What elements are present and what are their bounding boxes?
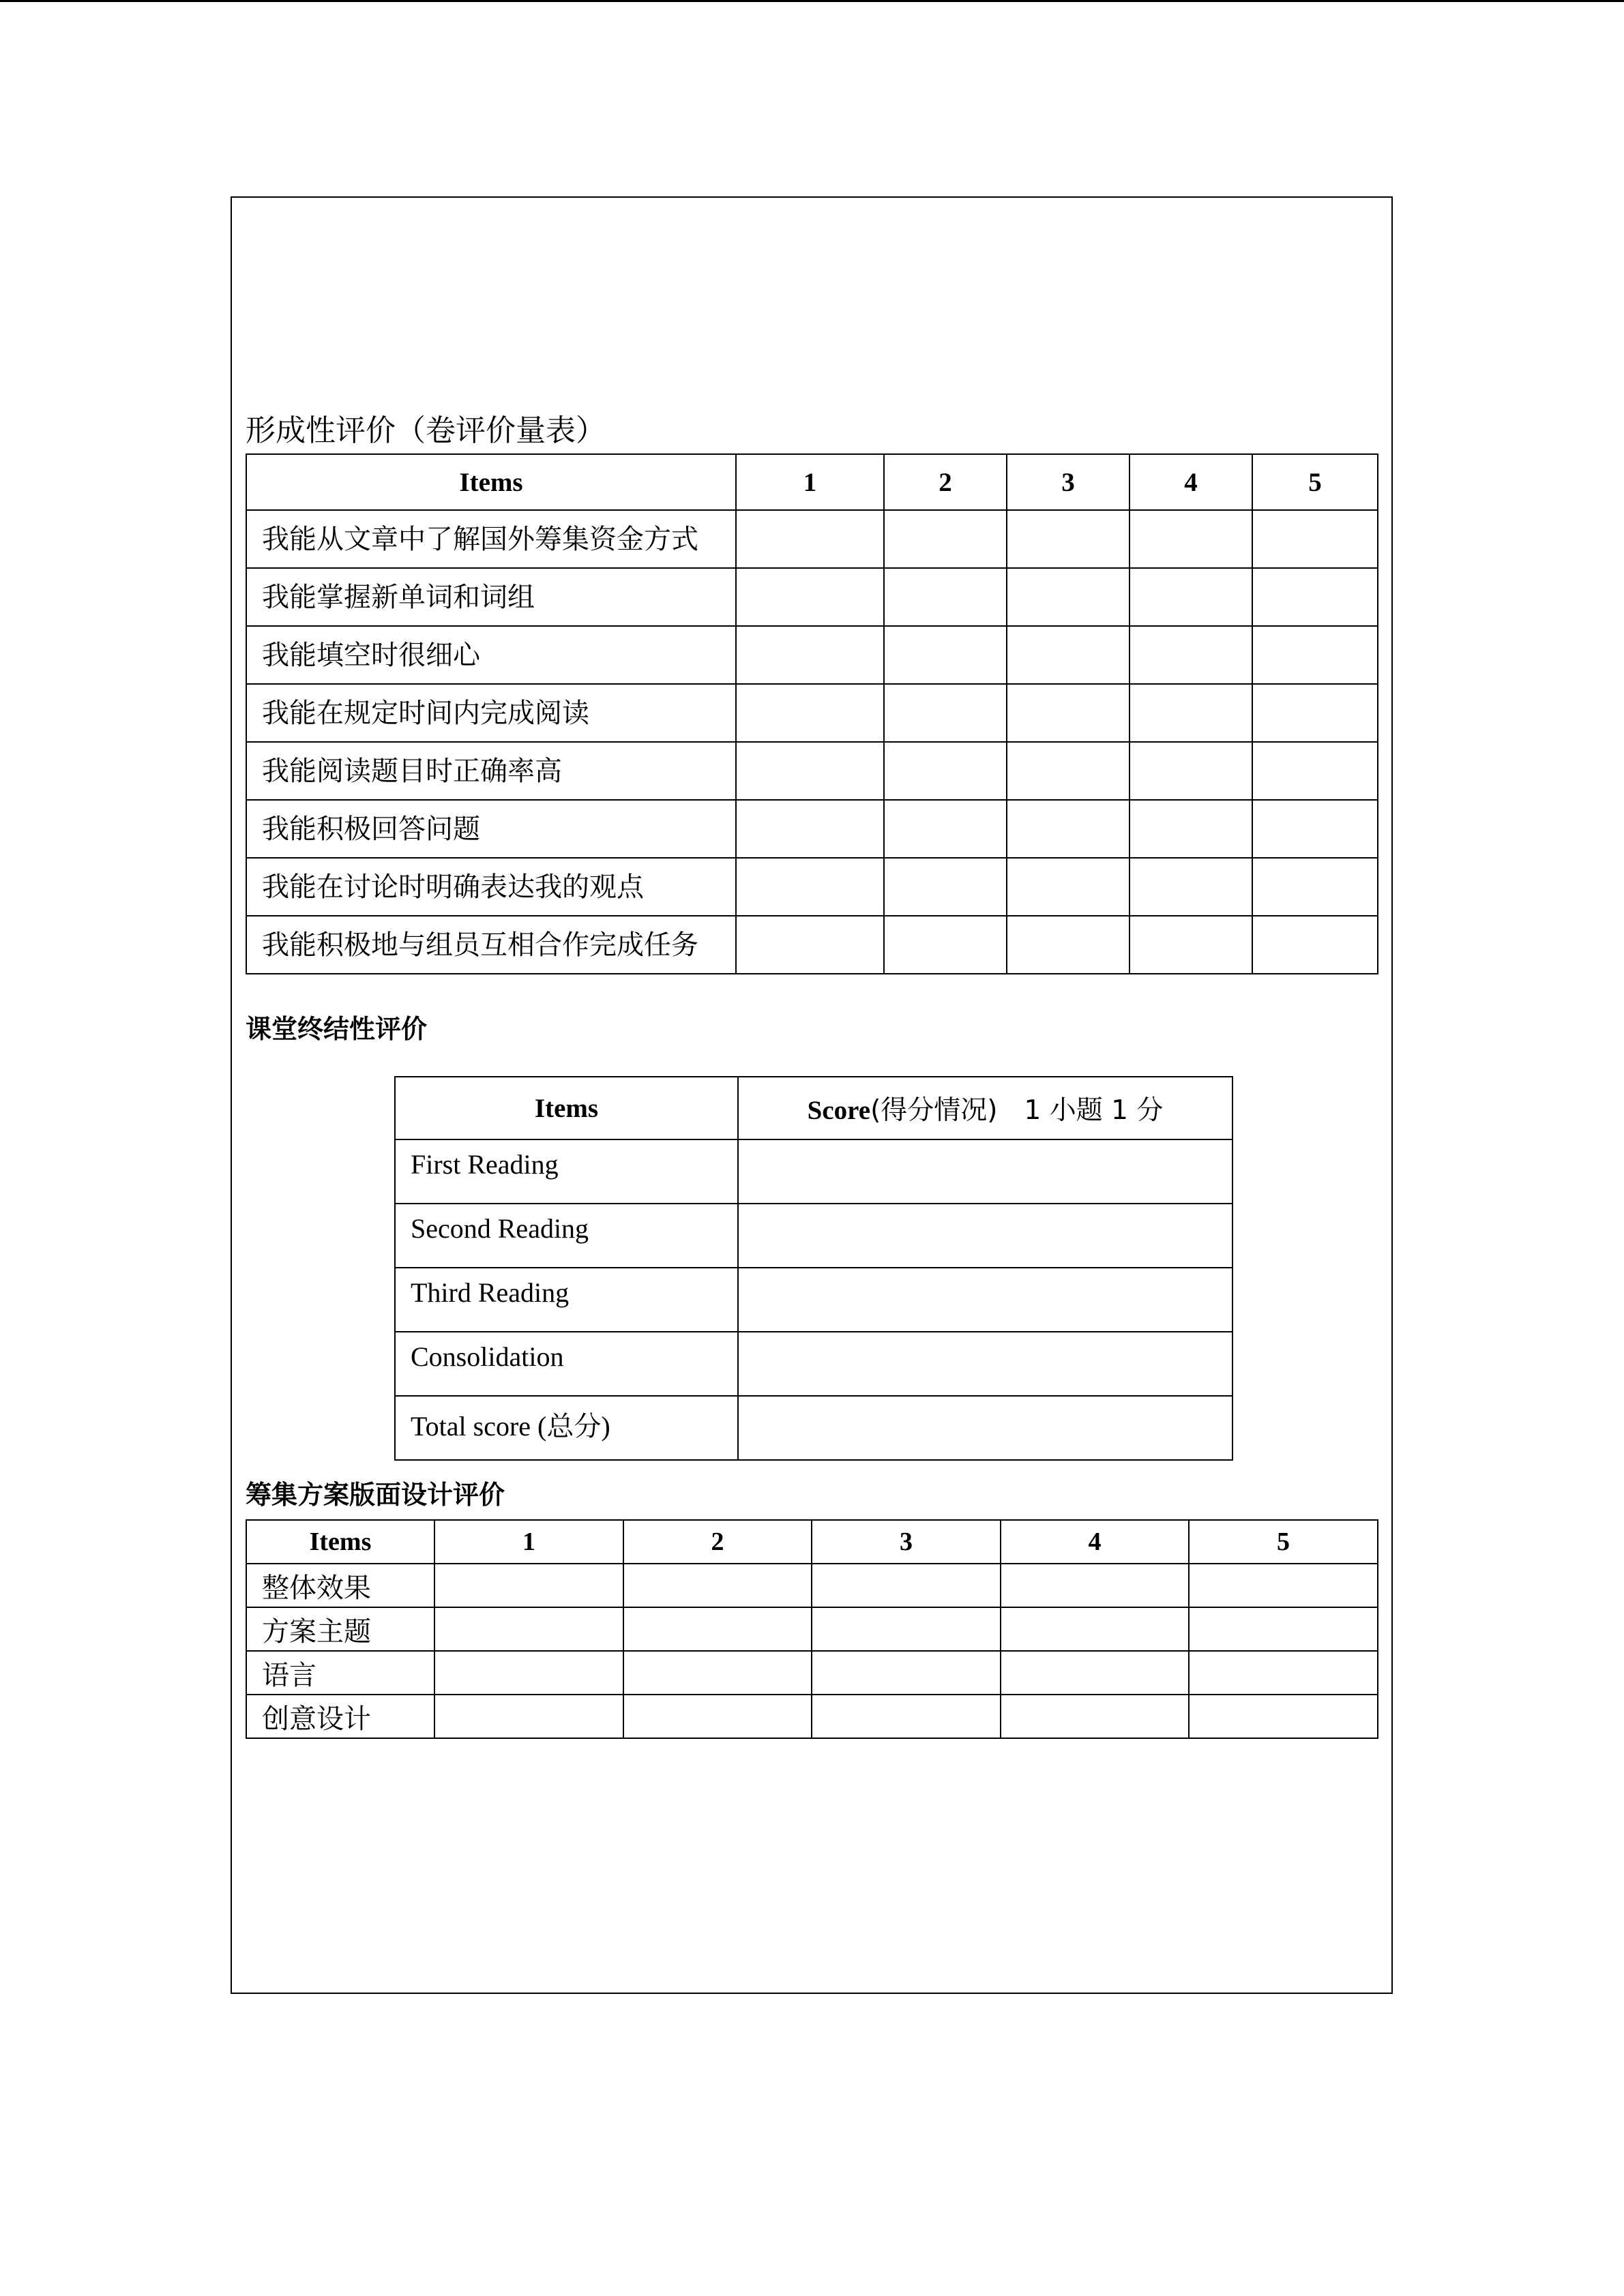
top-border-line xyxy=(0,0,1624,2)
table-row xyxy=(246,510,1378,568)
table-row xyxy=(246,858,1378,916)
rating-cell[interactable] xyxy=(1001,1651,1189,1695)
rating-cell[interactable] xyxy=(812,1651,1001,1695)
rating-cell[interactable] xyxy=(884,916,1007,974)
rating-cell[interactable] xyxy=(884,568,1007,626)
rating-cell[interactable] xyxy=(1252,568,1378,626)
rating-cell[interactable] xyxy=(884,800,1007,858)
item-label: 创意设计 xyxy=(246,1695,434,1738)
column-header-1: 1 xyxy=(736,454,884,510)
item-label: 我能填空时很细心 xyxy=(246,626,736,684)
rating-cell[interactable] xyxy=(1252,742,1378,800)
rating-cell[interactable] xyxy=(812,1564,1001,1607)
table-row xyxy=(395,1332,1232,1396)
table-row xyxy=(246,1564,1378,1607)
table-header-row xyxy=(246,454,1378,510)
rating-cell[interactable] xyxy=(736,568,884,626)
table-header-row xyxy=(395,1077,1232,1139)
score-cell[interactable] xyxy=(738,1139,1232,1204)
rating-cell[interactable] xyxy=(1130,916,1252,974)
table-row xyxy=(246,916,1378,974)
item-label: 我能阅读题目时正确率高 xyxy=(246,742,736,800)
score-cell[interactable] xyxy=(738,1268,1232,1332)
column-header-items: Items xyxy=(246,1520,434,1564)
item-label: 我能从文章中了解国外筹集资金方式 xyxy=(246,510,736,568)
rating-cell[interactable] xyxy=(736,742,884,800)
rating-cell[interactable] xyxy=(1130,626,1252,684)
rating-cell[interactable] xyxy=(1252,858,1378,916)
table-row xyxy=(246,684,1378,742)
rating-cell[interactable] xyxy=(434,1695,623,1738)
rating-cell[interactable] xyxy=(623,1651,812,1695)
summative-evaluation-table xyxy=(394,1076,1233,1461)
rating-cell[interactable] xyxy=(884,510,1007,568)
rating-cell[interactable] xyxy=(812,1695,1001,1738)
rating-cell[interactable] xyxy=(1007,742,1130,800)
item-label: First Reading xyxy=(395,1139,738,1204)
item-label: 我能积极回答问题 xyxy=(246,800,736,858)
design-evaluation-table xyxy=(246,1519,1378,1739)
rating-cell[interactable] xyxy=(1252,800,1378,858)
score-cell[interactable] xyxy=(738,1332,1232,1396)
design-evaluation-heading: 筹集方案版面设计评价 xyxy=(246,1480,505,1510)
table-row xyxy=(246,800,1378,858)
table-row xyxy=(246,568,1378,626)
table-row xyxy=(246,1607,1378,1651)
rating-cell[interactable] xyxy=(1252,626,1378,684)
table-row xyxy=(395,1268,1232,1332)
rating-cell[interactable] xyxy=(736,800,884,858)
rating-cell[interactable] xyxy=(1189,1651,1378,1695)
rating-cell[interactable] xyxy=(434,1651,623,1695)
column-header-4: 4 xyxy=(1130,454,1252,510)
score-label: Score xyxy=(807,1096,871,1125)
column-header-2: 2 xyxy=(884,454,1007,510)
rating-cell[interactable] xyxy=(1007,800,1130,858)
rating-cell[interactable] xyxy=(1189,1607,1378,1651)
table-row xyxy=(395,1396,1232,1460)
score-cell[interactable] xyxy=(738,1204,1232,1268)
rating-cell[interactable] xyxy=(1252,916,1378,974)
column-header-1: 1 xyxy=(434,1520,623,1564)
column-header-items: Items xyxy=(246,454,736,510)
column-header-score xyxy=(738,1077,1232,1139)
score-hint: (得分情况) 1 小题 1 分 xyxy=(870,1095,1164,1126)
table-row xyxy=(246,1695,1378,1738)
column-header-3: 3 xyxy=(1007,454,1130,510)
rating-cell[interactable] xyxy=(884,684,1007,742)
rating-cell[interactable] xyxy=(1130,800,1252,858)
rating-cell[interactable] xyxy=(736,626,884,684)
score-cell[interactable] xyxy=(738,1396,1232,1460)
table-row xyxy=(395,1139,1232,1204)
item-label: 方案主题 xyxy=(246,1607,434,1651)
rating-cell[interactable] xyxy=(812,1607,1001,1651)
rating-cell[interactable] xyxy=(1007,626,1130,684)
rating-cell[interactable] xyxy=(623,1607,812,1651)
table-row xyxy=(246,1651,1378,1695)
rating-cell[interactable] xyxy=(434,1607,623,1651)
rating-cell[interactable] xyxy=(1007,916,1130,974)
rating-cell[interactable] xyxy=(1001,1607,1189,1651)
rating-cell[interactable] xyxy=(884,742,1007,800)
table-row xyxy=(246,626,1378,684)
item-label: 我能在规定时间内完成阅读 xyxy=(246,684,736,742)
item-label: Second Reading xyxy=(395,1204,738,1268)
table-row xyxy=(246,742,1378,800)
table-row xyxy=(395,1204,1232,1268)
rating-cell[interactable] xyxy=(1001,1564,1189,1607)
rating-cell[interactable] xyxy=(434,1564,623,1607)
rating-cell[interactable] xyxy=(736,916,884,974)
rating-cell[interactable] xyxy=(736,684,884,742)
table-header-row xyxy=(246,1520,1378,1564)
item-label: 语言 xyxy=(246,1651,434,1695)
rating-cell[interactable] xyxy=(623,1695,812,1738)
item-label: 我能在讨论时明确表达我的观点 xyxy=(246,858,736,916)
rating-cell[interactable] xyxy=(1189,1564,1378,1607)
rating-cell[interactable] xyxy=(1130,684,1252,742)
rating-cell[interactable] xyxy=(623,1564,812,1607)
item-label: 整体效果 xyxy=(246,1564,434,1607)
rating-cell[interactable] xyxy=(884,858,1007,916)
formative-evaluation-heading: 形成性评价（卷评价量表） xyxy=(246,413,606,448)
column-header-5: 5 xyxy=(1252,454,1378,510)
rating-cell[interactable] xyxy=(1130,568,1252,626)
rating-cell[interactable] xyxy=(1007,568,1130,626)
rating-cell[interactable] xyxy=(1007,858,1130,916)
item-label: 我能掌握新单词和词组 xyxy=(246,568,736,626)
column-header-3: 3 xyxy=(812,1520,1001,1564)
column-header-5: 5 xyxy=(1189,1520,1378,1564)
column-header-4: 4 xyxy=(1001,1520,1189,1564)
rating-cell[interactable] xyxy=(1001,1695,1189,1738)
column-header-items: Items xyxy=(395,1077,738,1139)
rating-cell[interactable] xyxy=(736,858,884,916)
item-label: Third Reading xyxy=(395,1268,738,1332)
rating-cell[interactable] xyxy=(1189,1695,1378,1738)
summative-evaluation-heading: 课堂终结性评价 xyxy=(246,1014,428,1044)
item-label: 我能积极地与组员互相合作完成任务 xyxy=(246,916,736,974)
rating-cell[interactable] xyxy=(1007,684,1130,742)
item-label: Consolidation xyxy=(395,1332,738,1396)
rating-cell[interactable] xyxy=(1130,742,1252,800)
item-label: Total score (总分) xyxy=(395,1396,738,1460)
rating-cell[interactable] xyxy=(1252,510,1378,568)
formative-evaluation-table xyxy=(246,453,1378,974)
rating-cell[interactable] xyxy=(1130,510,1252,568)
rating-cell[interactable] xyxy=(1130,858,1252,916)
rating-cell[interactable] xyxy=(1252,684,1378,742)
column-header-2: 2 xyxy=(623,1520,812,1564)
rating-cell[interactable] xyxy=(1007,510,1130,568)
rating-cell[interactable] xyxy=(736,510,884,568)
rating-cell[interactable] xyxy=(884,626,1007,684)
